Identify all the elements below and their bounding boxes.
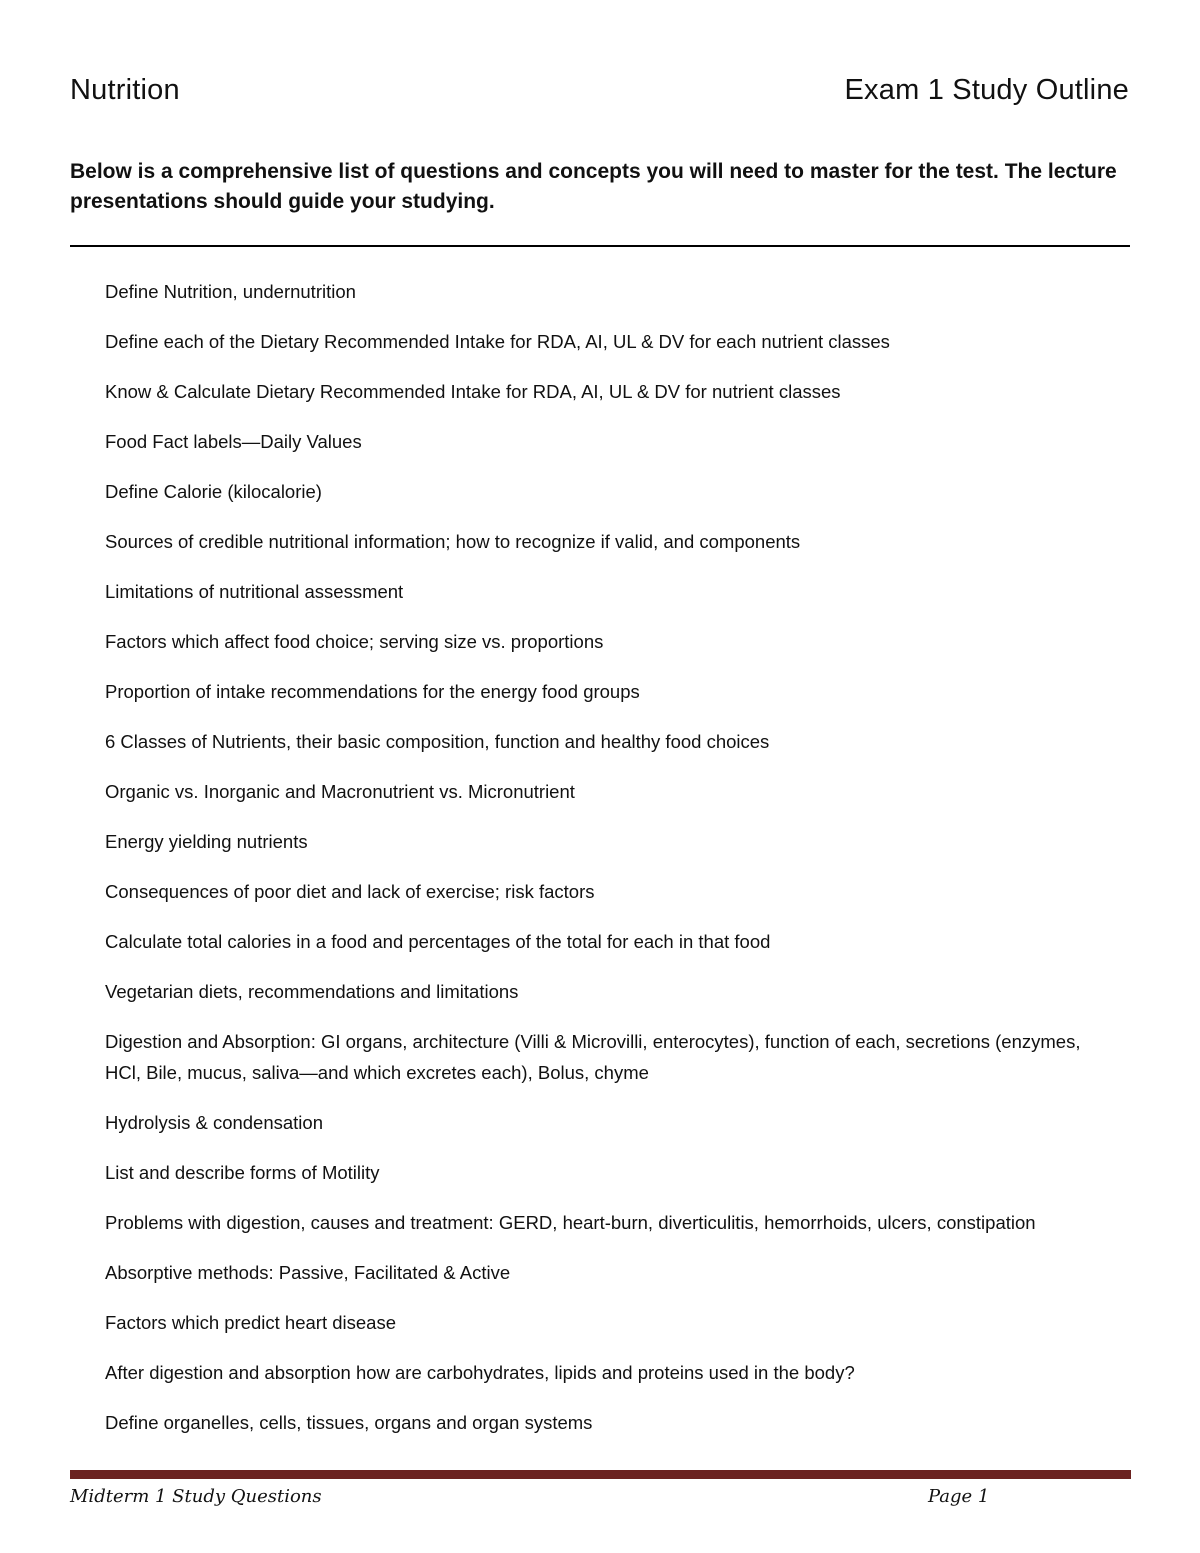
topic-item: Calculate total calories in a food and percentages of the total for each in that food — [105, 931, 771, 952]
topic-item: Factors which affect food choice; serving size vs. proportions — [105, 631, 604, 652]
topic-item: Define Calorie (kilocalorie) — [105, 481, 322, 502]
document-title: Exam 1 Study Outline — [844, 74, 1129, 106]
course-title: Nutrition — [70, 74, 180, 106]
topic-item: Hydrolysis & condensation — [105, 1112, 323, 1133]
topic-item: Energy yielding nutrients — [105, 831, 308, 852]
intro-paragraph: Below is a comprehensive list of questions and concepts you will need to master for the test. The lecture presentations should guide your studying. — [70, 160, 1117, 213]
topic-item: Define organelles, cells, tissues, organs and organ systems — [105, 1412, 593, 1433]
topic-item: Limitations of nutritional assessment — [105, 581, 404, 602]
topic-item: Know & Calculate Dietary Recommended Intake for RDA, AI, UL & DV for nutrient classes — [105, 381, 841, 402]
topic-item: Proportion of intake recommendations for the energy food groups — [105, 681, 640, 702]
topic-item: Vegetarian diets, recommendations and limitations — [105, 981, 519, 1002]
topic-item: Factors which predict heart disease — [105, 1312, 396, 1333]
topic-item: Consequences of poor diet and lack of exercise; risk factors — [105, 881, 595, 902]
header-divider — [70, 245, 1130, 247]
topic-item: Define each of the Dietary Recommended Intake for RDA, AI, UL & DV for each nutrient classes — [105, 331, 890, 352]
topic-item: Absorptive methods: Passive, Facilitated & Active — [105, 1262, 511, 1283]
page-number: Page 1 — [928, 1486, 990, 1507]
topic-item: 6 Classes of Nutrients, their basic composition, function and healthy food choices — [105, 731, 770, 752]
footer-divider — [70, 1470, 1131, 1479]
footer-title: Midterm 1 Study Questions — [70, 1486, 322, 1507]
topic-list — [105, 276, 1120, 1457]
topic-item: List and describe forms of Motility — [105, 1162, 380, 1183]
topic-item: Food Fact labels—Daily Values — [105, 431, 362, 452]
topic-item: Problems with digestion, causes and treatment: GERD, heart-burn, diverticulitis, hemorrhoids, ulcers, constipation — [105, 1212, 1036, 1233]
topic-item: After digestion and absorption how are carbohydrates, lipids and proteins used in the body? — [105, 1362, 855, 1383]
topic-item: Sources of credible nutritional information; how to recognize if valid, and components — [105, 531, 801, 552]
topic-item: Define Nutrition, undernutrition — [105, 281, 356, 302]
topic-item: Digestion and Absorption: GI organs, architecture (Villi & Microvilli, enterocytes), function of each, secretions (enzymes, HCl, Bile, mucus, saliva—and which excretes each), Bolus, chyme — [105, 1031, 1081, 1083]
topic-item: Organic vs. Inorganic and Macronutrient vs. Micronutrient — [105, 781, 575, 802]
